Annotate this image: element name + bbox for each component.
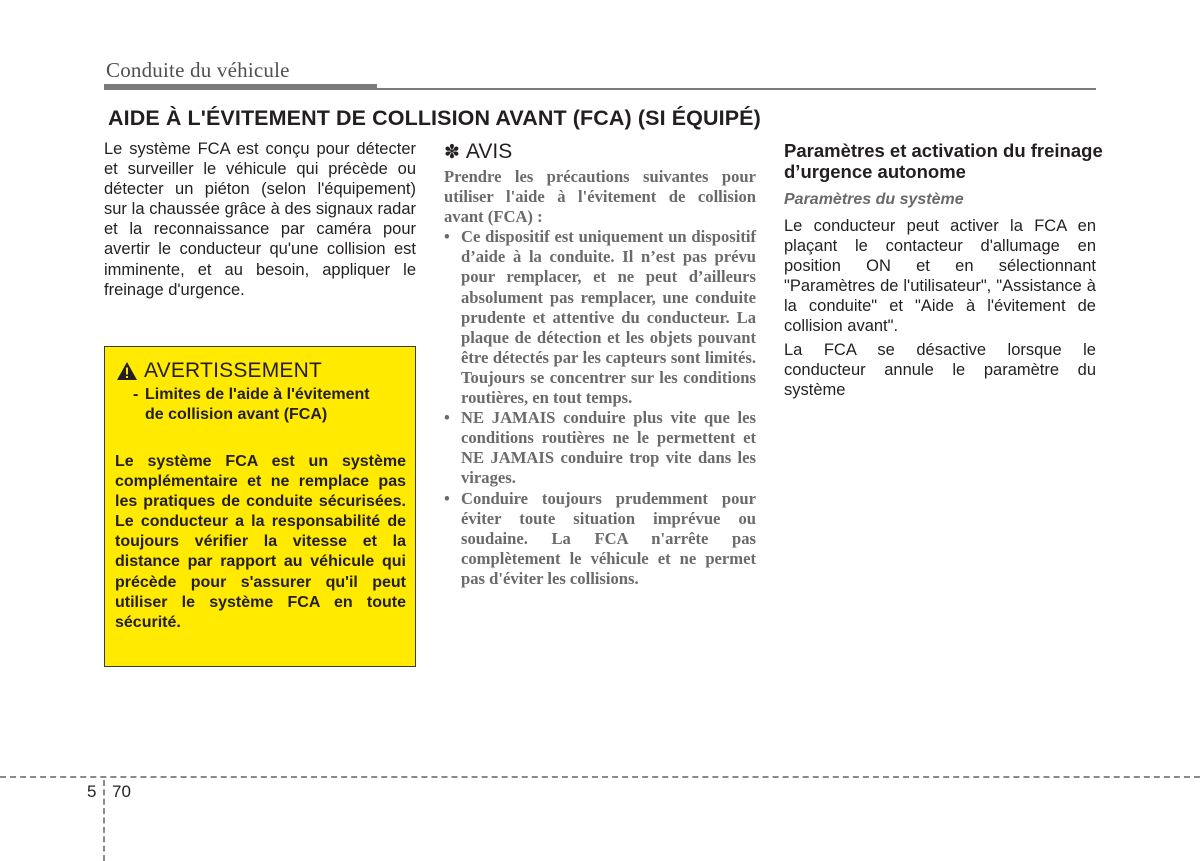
warning-heading: [116, 359, 322, 383]
notice-item: [444, 227, 756, 408]
header-bar-thin: [377, 88, 1096, 90]
notice-heading: [444, 140, 512, 164]
notice-title: AVIS: [465, 140, 513, 163]
bullet-icon: •: [444, 408, 450, 428]
notice-item-text: Ce dispositif est uniquement un dispositif d’aide à la conduite. Il n’est pas prévu pour remplacer, et ne peut d’ailleurs absolument pas remplacer, une conduite prudente et attentive du conducteur. La plaque de détection et les objets pouvant être détectés par les capteurs sont limités. Toujours se concentrer sur les conditions routières, en tout temps.: [461, 227, 756, 408]
footer-divider: [0, 776, 1200, 778]
warning-triangle-icon: [116, 361, 138, 381]
notice-item-text: NE JAMAIS conduire plus vite que les conditions routières ne le permettent et NE JAMAIS conduire trop vite dans les virages.: [461, 408, 756, 488]
settings-paragraph-1: Le conducteur peut activer la FCA en plaçant le contacteur d'allumage en position ON et en sélectionnant "Paramètres de l'utilisateur", "Assistance à la conduite" et "Aide à l'évitement de collision avant".: [784, 217, 1096, 335]
notice-item: [444, 489, 756, 589]
warning-subtitle-text: Limites de l'aide à l'évitement de collision avant (FCA): [145, 386, 370, 424]
warning-dash: -: [133, 386, 139, 403]
warning-subtitle: [133, 385, 375, 425]
notice-item-text: Conduire toujours prudemment pour éviter toute situation imprévue ou soudaine. La FCA n'arrête pas complètement le véhicule et ne permet pas d'éviter les collisions.: [461, 488, 756, 588]
warning-box: [104, 346, 416, 667]
notice-content: [444, 167, 756, 589]
notice-list: [444, 227, 756, 589]
bullet-icon: •: [444, 227, 450, 247]
footer-vertical-divider: [103, 780, 105, 861]
section-header: Conduite du véhicule: [106, 58, 290, 82]
warning-title: AVERTISSEMENT: [144, 359, 323, 382]
page-title: AIDE À L'ÉVITEMENT DE COLLISION AVANT (FCA) (SI ÉQUIPÉ): [108, 106, 761, 130]
intro-paragraph: Le système FCA est conçu pour détecter et surveiller le véhicule qui précède ou détecter un piéton (selon l'équipement) sur la chaussée grâce à des signaux radar et la reconnaissance par caméra pour avertir le conducteur qu'une collision est imminente, et au besoin, appliquer le freinage d'urgence.: [104, 140, 416, 299]
warning-body: Le système FCA est un système complémentaire et ne remplace pas les pratiques de conduite sécurisées. Le conducteur a la responsabilité de toujours vérifier la vitesse et la distance par rapport au véhicule qui précède pour s'assurer qu'il peut utiliser le système FCA en toute sécurité.: [115, 453, 406, 631]
page-number: 70: [112, 782, 131, 801]
notice-item: [444, 408, 756, 488]
chapter-number: 5: [87, 782, 97, 801]
asterisk-icon: ✽: [444, 141, 460, 163]
settings-paragraph-2: La FCA se désactive lorsque le conducteur annule le paramètre du système: [784, 341, 1096, 399]
settings-heading: Paramètres et activation du freinage d’urgence autonome: [784, 140, 1103, 182]
settings-subheading: Paramètres du système: [784, 191, 964, 208]
notice-intro: Prendre les précautions suivantes pour utiliser l'aide à l'évitement de collision avant (FCA) :: [444, 167, 756, 227]
bullet-icon: •: [444, 488, 450, 508]
header-bar-thick: [104, 84, 377, 90]
